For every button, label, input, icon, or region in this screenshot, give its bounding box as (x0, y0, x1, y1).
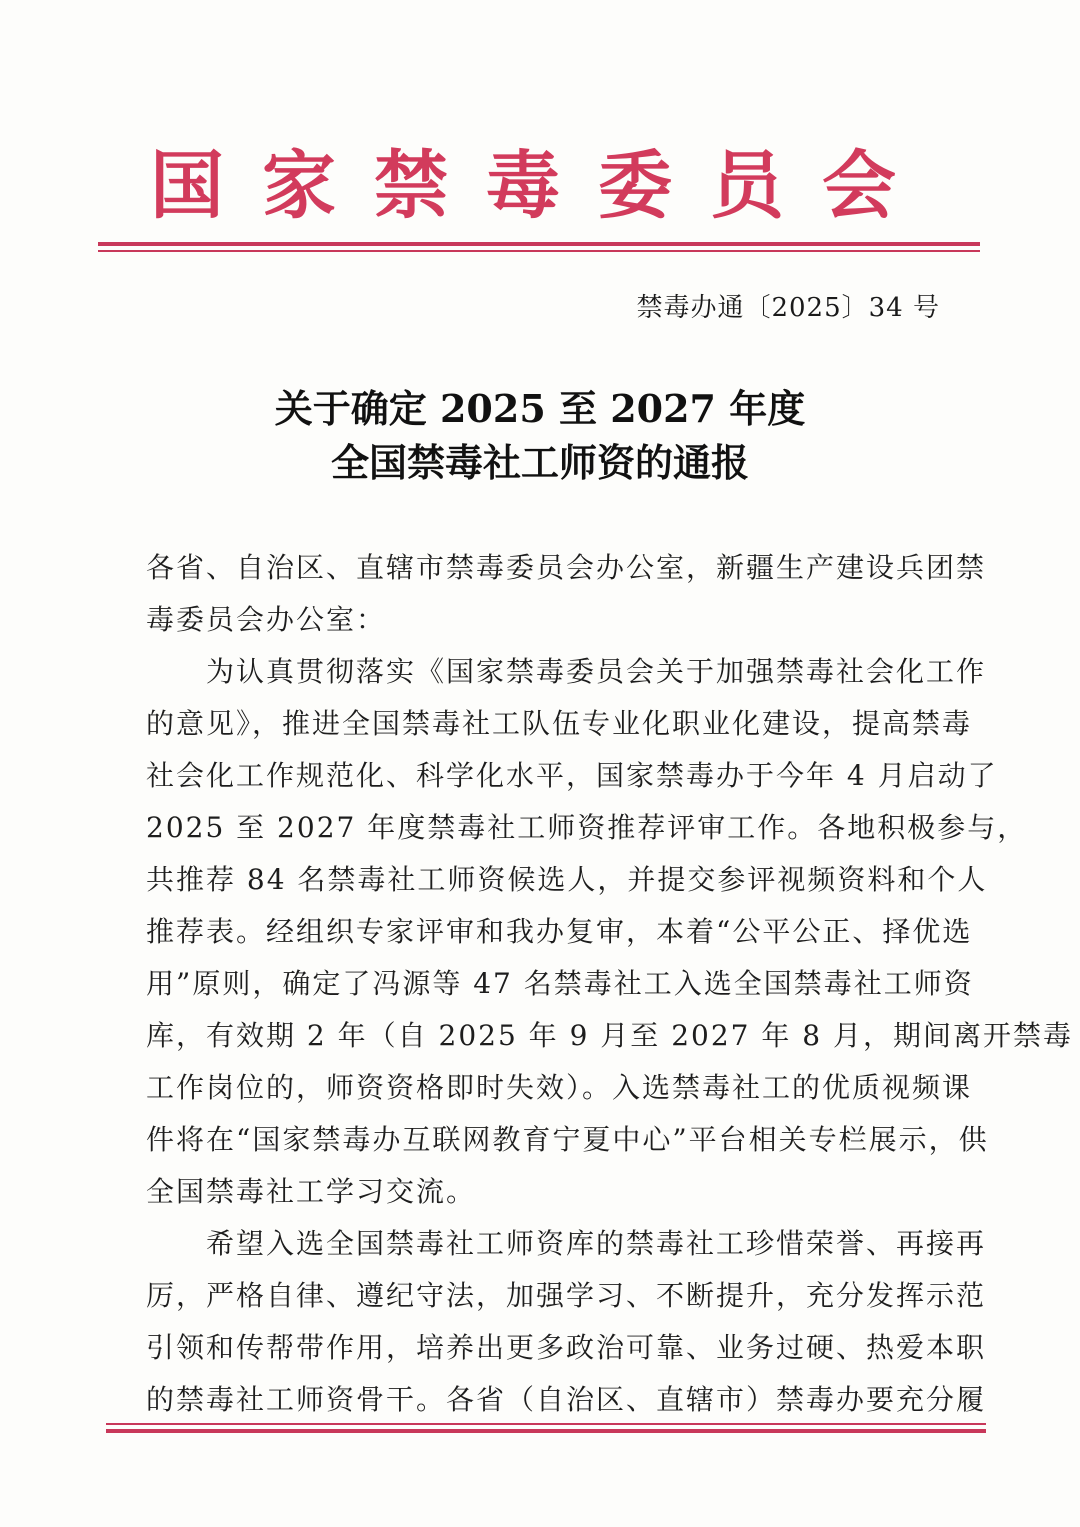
footer-rule-thick (106, 1429, 986, 1433)
body-line: 库，有效期 2 年（自 2025 年 9 月至 2027 年 8 月，期间离开禁毒 (146, 1019, 1073, 1052)
body-line: 推荐表。经组织专家评审和我办复审，本着“公平公正、择优选 (146, 915, 973, 948)
body-line: 件将在“国家禁毒办互联网教育宁夏中心”平台相关专栏展示，供 (146, 1123, 989, 1156)
body-line: 的禁毒社工师资骨干。各省（自治区、直辖市）禁毒办要充分履 (146, 1383, 987, 1416)
body-line: 的意见》，推进全国禁毒社工队伍专业化职业化建设，提高禁毒 (146, 707, 973, 740)
body-line: 全国禁毒社工学习交流。 (146, 1175, 477, 1208)
body-line: 为认真贯彻落实《国家禁毒委员会关于加强禁毒社会化工作 (146, 655, 987, 688)
body-line: 毒委员会办公室： (146, 603, 387, 636)
body-line: 希望入选全国禁毒社工师资库的禁毒社工珍惜荣誉、再接再 (146, 1227, 987, 1260)
header-rule-thick (98, 242, 980, 246)
body-line: 厉，严格自律、遵纪守法，加强学习、不断提升，充分发挥示范 (146, 1279, 987, 1312)
header-rule-thin (98, 250, 980, 252)
body-line: 各省、自治区、直辖市禁毒委员会办公室，新疆生产建设兵团禁 (146, 551, 987, 584)
body-line: 2025 至 2027 年度禁毒社工师资推荐评审工作。各地积极参与， (146, 811, 1028, 844)
document-number: 禁毒办通〔2025〕34 号 (636, 293, 940, 323)
body-line: 用”原则，确定了冯源等 47 名禁毒社工入选全国禁毒社工师资 (146, 967, 974, 1000)
document-title (140, 382, 940, 490)
document-title-line: 全国禁毒社工师资的通报 (330, 440, 749, 485)
body-line: 共推荐 84 名禁毒社工师资候选人，并提交参评视频资料和个人 (146, 863, 988, 896)
issuing-organization-header: 国家禁毒委员会 (150, 143, 934, 229)
footer-rule-thin (106, 1423, 986, 1425)
body-line: 工作岗位的，师资资格即时失效）。入选禁毒社工的优质视频课 (146, 1071, 973, 1104)
document-title-line: 关于确定 2025 至 2027 年度 (274, 386, 806, 431)
body-line: 社会化工作规范化、科学化水平，国家禁毒办于今年 4 月启动了 (146, 759, 998, 792)
body-line: 引领和传帮带作用，培养出更多政治可靠、业务过硬、热爱本职 (146, 1331, 987, 1364)
document-body (146, 542, 1073, 1426)
